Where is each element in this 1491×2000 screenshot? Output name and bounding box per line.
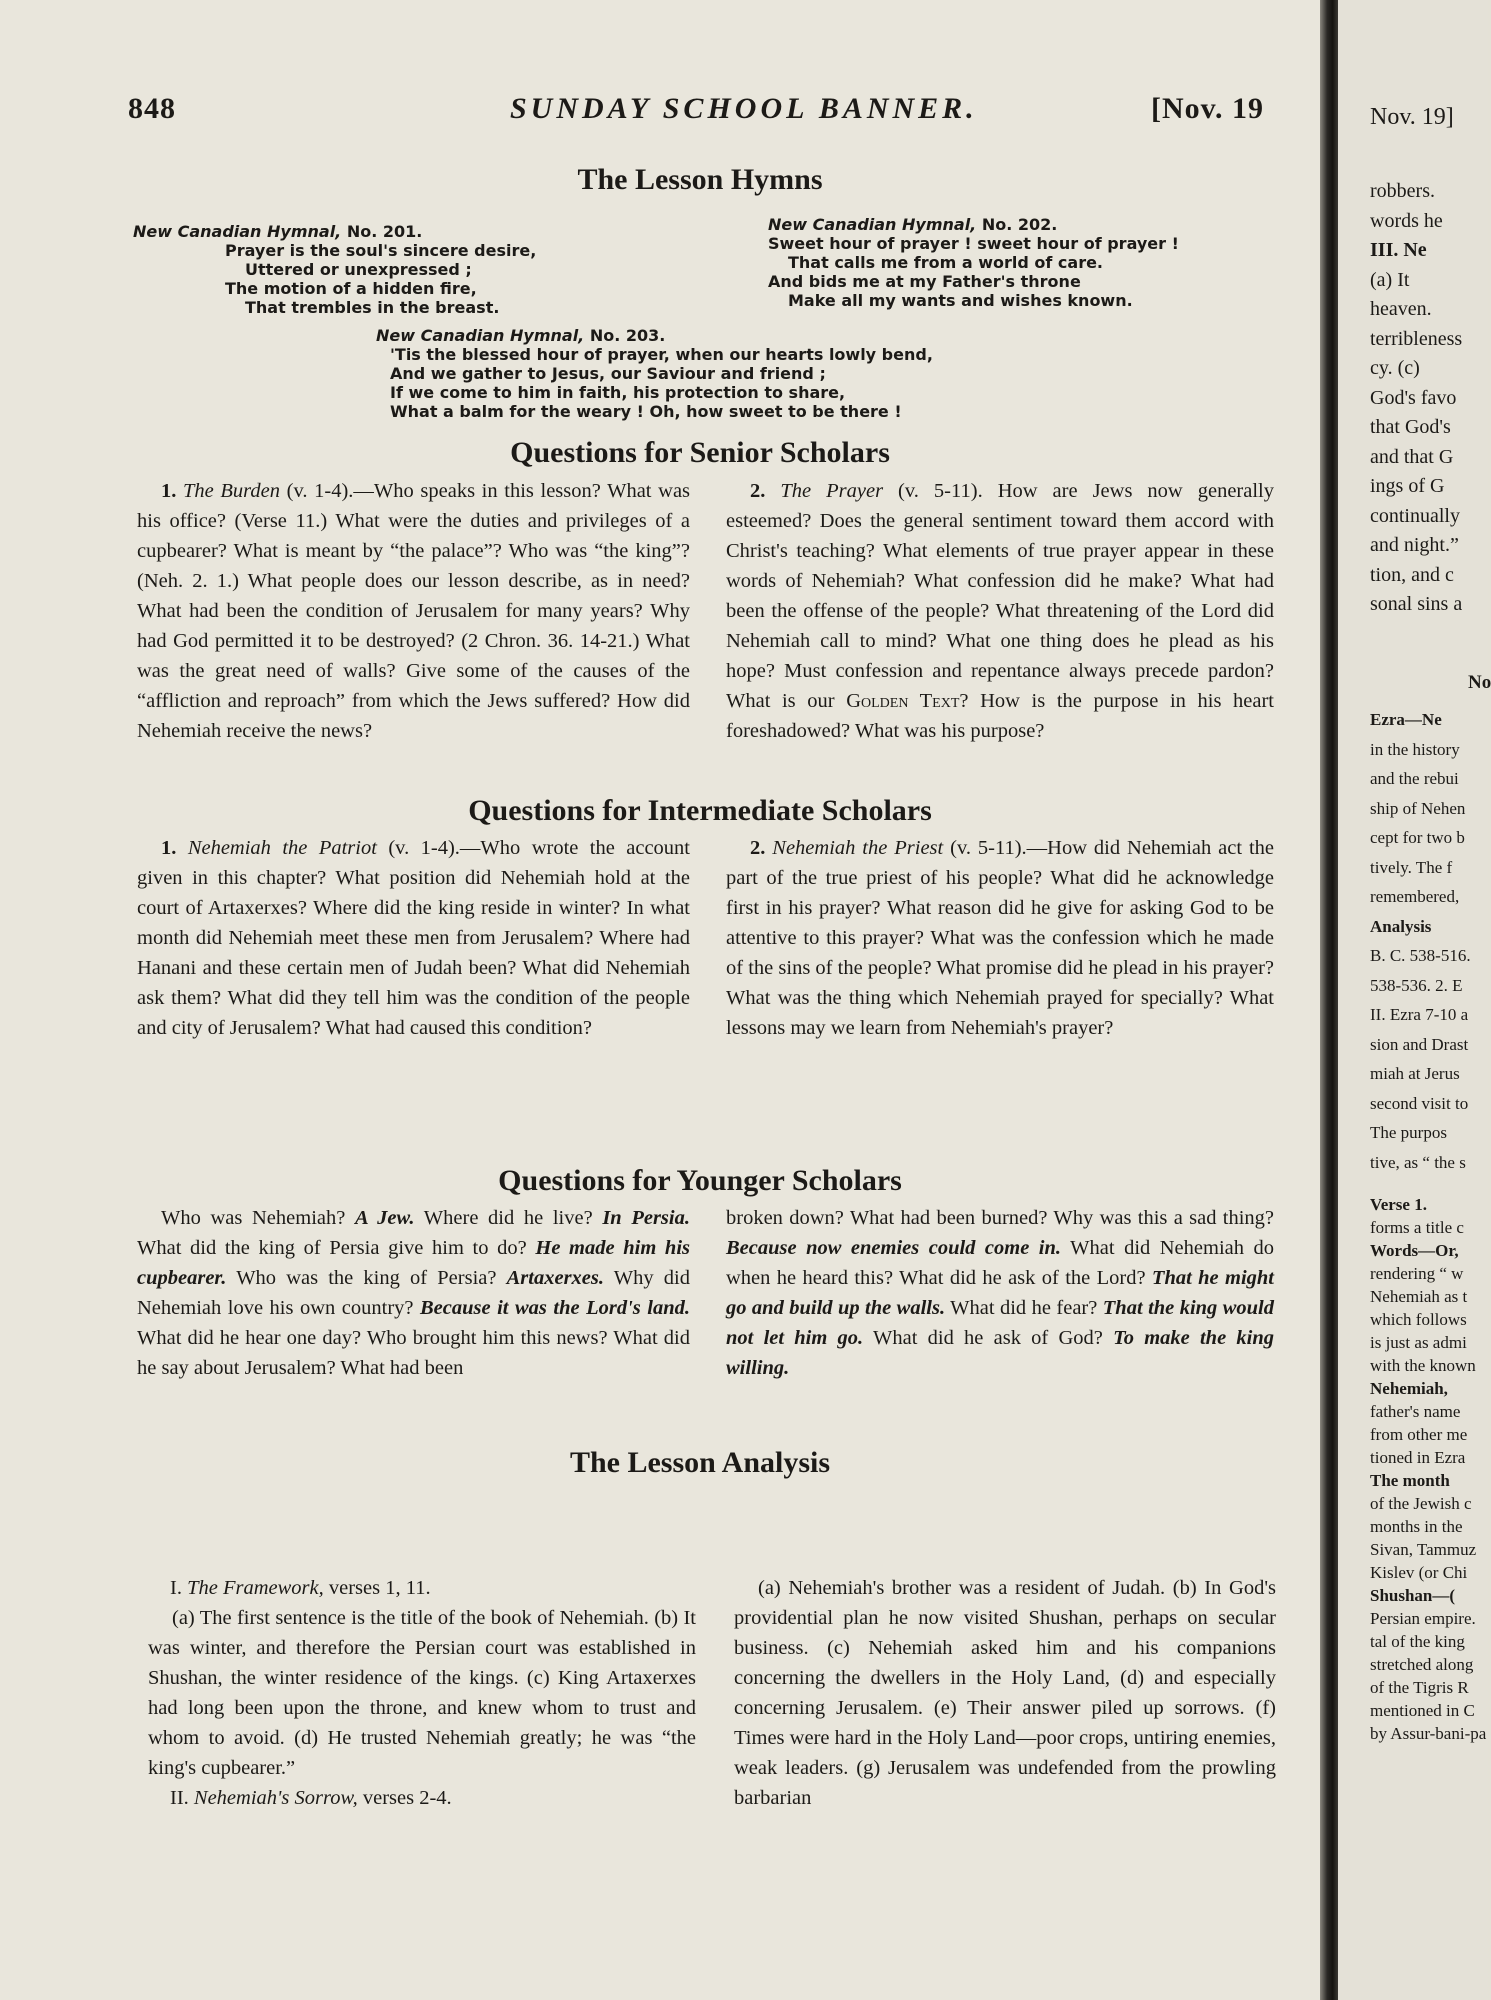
right-page-line: months in the bbox=[1370, 1517, 1463, 1536]
right-page-line: by Assur-bani-pa bbox=[1370, 1724, 1487, 1743]
right-page-line: Words—Or, bbox=[1370, 1241, 1459, 1260]
right-page-line: cept for two b bbox=[1370, 828, 1465, 847]
right-page-line: Verse 1. bbox=[1370, 1195, 1427, 1214]
younger-col-1: Who was Nehemiah? A Jew. Where did he live? In Persia. What did the king of Persia give him to do? He made him his cupbearer. Who was the king of Persia? Artaxerxes. Why did Nehemiah love his own country? Because it was the Lord's land. What did he hear one day? Who brought him this news? What did he say about Jerusalem? What had been bbox=[137, 1207, 690, 1379]
right-page-line: tive, as “ the s bbox=[1370, 1152, 1466, 1172]
right-page-line: stretched along bbox=[1370, 1655, 1474, 1674]
section-title: The Framework, bbox=[187, 1577, 324, 1599]
right-page-line: continually bbox=[1370, 504, 1460, 527]
right-page-line: III. Ne bbox=[1370, 239, 1427, 261]
hymn-line: If we come to him in faith, his protection to share, bbox=[390, 383, 846, 402]
right-page-line: rendering “ w bbox=[1370, 1264, 1464, 1283]
section-title: Nehemiah's Sorrow, bbox=[193, 1787, 358, 1809]
analysis-col-1: I. The Framework, verses 1, 11. (a) The first sentence is the title of the book of Nehemiah. (b) It was winter, and therefore the Persian court was established in Shushan, the winter residence of the kings. (c) King Artaxerxes had long been upon the throne, and knew whom to trust and whom to avoid. (d) He trusted Nehemiah greatly; he was “the king's cupbearer.” II. Nehemiah's Sorrow, verses 2-4. bbox=[148, 1577, 696, 1809]
right-page-line: ship of Nehen bbox=[1370, 798, 1466, 818]
hymn-line: Make all my wants and wishes known. bbox=[788, 291, 1133, 310]
right-page-line: from other me bbox=[1370, 1425, 1468, 1444]
right-page-line: The month bbox=[1370, 1471, 1450, 1490]
hymn-source: New Canadian Hymnal, No. 201. bbox=[133, 222, 423, 241]
page-number: 848 bbox=[128, 92, 176, 125]
right-page-line: Analysis bbox=[1370, 916, 1432, 936]
intermediate-col-1: 1. Nehemiah the Patriot (v. 1-4).—Who wrote the account given in this chapter? What position did Nehemiah hold at the court of Artaxerxes? Where did the king reside in winter? In what month did Nehemiah meet these men from Jerusalem? Where had Hanani and these certain men of Judah been? What did Nehemiah ask them? What did they tell him was the condition of the people and city of Jerusalem? What had caused this condition? bbox=[137, 837, 691, 1039]
analysis-paragraph: (a) Nehemiah's brother was a resident of Judah. (b) In God's providential plan he now visited Shushan, perhaps on secular business. (c) Nehemiah asked him and his companions concerning the dwellers in the Holy Land, (d) and especially concerning Jerusalem. (e) Their answer piled up sorrows. (f) Times were hard in the Holy Land—poor crops, untiring enemies, weak leaders. (g) Jerusalem was undefended from the prowling barbarian bbox=[734, 1577, 1276, 1809]
right-page-line: tioned in Ezra bbox=[1370, 1448, 1466, 1467]
hymn-line: And bids me at my Father's throne bbox=[768, 272, 1081, 291]
topic-label: The Burden bbox=[183, 480, 280, 502]
hymn-line: 'Tis the blessed hour of prayer, when our hearts lowly bend, bbox=[390, 345, 933, 364]
right-page-line: miah at Jerus bbox=[1370, 1064, 1460, 1083]
right-page-line: which follows bbox=[1370, 1310, 1467, 1329]
issue-date: [Nov. 19 bbox=[1151, 92, 1264, 125]
right-page-line: The purpos bbox=[1370, 1123, 1447, 1142]
right-page-line: cy. (c) bbox=[1370, 357, 1420, 379]
hymn-line: What a balm for the weary ! Oh, how sweet to be there ! bbox=[390, 402, 902, 421]
right-page-line: Sivan, Tammuz bbox=[1370, 1540, 1477, 1559]
right-subheading: No bbox=[1468, 672, 1491, 693]
younger-col-2: broken down? What had been burned? Why was this a sad thing? Because now enemies could come in. What did Nehemiah do when he heard this? What did he ask of the Lord? That he might go and build up the walls. What did he fear? That the king would not let him go. What did he ask of God? To make the king willing. bbox=[726, 1207, 1274, 1379]
right-page-line: second visit to bbox=[1370, 1093, 1469, 1113]
book-gutter bbox=[1320, 0, 1338, 2000]
intermediate-col-2: 2. Nehemiah the Priest (v. 5-11).—How did Nehemiah act the part of the true priest of his people? What did he acknowledge first in his prayer? What reason did he give for asking God to be attentive to this prayer? What was the confession which he made of the sins of the people? What promise did he plead in his prayer? What was the thing which Nehemiah prayed for specially? What lessons may we learn from Nehemiah's prayer? bbox=[726, 837, 1274, 1039]
right-page-line: God's favo bbox=[1370, 386, 1457, 409]
right-page-fragment bbox=[1338, 0, 1491, 2000]
right-page-line: sion and Drast bbox=[1370, 1034, 1469, 1054]
right-page-line: 538-536. 2. E bbox=[1370, 975, 1463, 995]
right-page-line: sonal sins a bbox=[1370, 593, 1463, 615]
hymn-source: New Canadian Hymnal, No. 202. bbox=[768, 215, 1058, 234]
hymn-203 bbox=[376, 326, 933, 421]
hymn-line: Uttered or unexpressed ; bbox=[245, 260, 472, 279]
right-page-line: tively. The f bbox=[1370, 857, 1453, 877]
right-page-line: father's name bbox=[1370, 1402, 1461, 1421]
right-page-line: with the known bbox=[1370, 1356, 1476, 1375]
right-page-line: tal of the king bbox=[1370, 1632, 1465, 1651]
senior-heading: Questions for Senior Scholars bbox=[510, 436, 890, 469]
hymns-heading: The Lesson Hymns bbox=[577, 163, 823, 196]
right-page-line: Nehemiah as t bbox=[1370, 1287, 1468, 1306]
intermediate-heading: Questions for Intermediate Scholars bbox=[468, 794, 932, 827]
topic-label: Nehemiah the Priest bbox=[772, 837, 944, 859]
right-page-line: in the history bbox=[1370, 739, 1460, 759]
hymn-201 bbox=[133, 222, 536, 317]
right-page-header: Nov. 19] bbox=[1370, 104, 1454, 130]
hymn-line: The motion of a hidden fire, bbox=[225, 279, 477, 298]
right-page-line: forms a title c bbox=[1370, 1218, 1464, 1237]
right-page-line: terribleness bbox=[1370, 327, 1463, 350]
right-page-line: (a) It bbox=[1370, 268, 1410, 291]
topic-label: Nehemiah the Patriot bbox=[187, 837, 377, 859]
right-page-line: Shushan—( bbox=[1370, 1586, 1456, 1605]
right-page-line: of the Jewish c bbox=[1370, 1494, 1472, 1513]
hymn-202 bbox=[768, 215, 1179, 310]
analysis-col-2 bbox=[734, 1573, 1276, 1813]
senior-col-2: 2. The Prayer (v. 5-11). How are Jews now generally esteemed? Does the general sentiment toward them accord with Christ's teaching? What elements of true prayer appear in these words of Nehemiah? What confession did he make? What had been the offense of the people? What threatening of the Lord did Nehemiah call to mind? What one thing does he plead as his hope? Must confession and repentance always precede pardon? What is our Golden Text? How is the purpose in his heart foreshadowed? What was his purpose? bbox=[726, 480, 1274, 742]
hymn-line: That calls me from a world of care. bbox=[788, 253, 1104, 272]
right-page-line: Kislev (or Chi bbox=[1370, 1563, 1468, 1582]
hymn-line: Sweet hour of prayer ! sweet hour of prayer ! bbox=[768, 234, 1179, 253]
right-page-line: mentioned in C bbox=[1370, 1701, 1475, 1720]
senior-col-1: 1. The Burden (v. 1-4).—Who speaks in this lesson? What was his office? (Verse 11.) What were the duties and privileges of a cupbearer? What is meant by “the palace”? Who was “the king”? (Neh. 2. 1.) What people does our lesson describe, as in need? What had been the condition of Jerusalem for many years? Why had God permitted it to be destroyed? (2 Chron. 36. 14-21.) What was the great need of walls? Give some of the causes of the “affliction and reproach” from which the Jews suffered? How did Nehemiah receive the news? bbox=[137, 480, 691, 742]
right-page-line: ings of G bbox=[1370, 475, 1445, 497]
hymn-source: New Canadian Hymnal, No. 203. bbox=[376, 326, 666, 345]
right-page-line: of the Tigris R bbox=[1370, 1678, 1469, 1697]
right-page-line: and that G bbox=[1370, 445, 1454, 468]
right-page-line: II. Ezra 7-10 a bbox=[1370, 1005, 1469, 1024]
right-page-line: Nehemiah, bbox=[1370, 1379, 1448, 1398]
right-page-line: Persian empire. bbox=[1370, 1609, 1476, 1628]
right-page-line: words he bbox=[1370, 209, 1443, 232]
hymn-line: Prayer is the soul's sincere desire, bbox=[225, 241, 537, 260]
analysis-heading: The Lesson Analysis bbox=[569, 1446, 831, 1479]
right-page-line: and night.” bbox=[1370, 534, 1459, 556]
younger-heading: Questions for Younger Scholars bbox=[498, 1164, 902, 1197]
right-page-line: robbers. bbox=[1370, 180, 1435, 202]
right-page-line: B. C. 538-516. bbox=[1370, 946, 1471, 965]
topic-label: The Prayer bbox=[780, 480, 884, 502]
right-page-line: that God's bbox=[1370, 416, 1451, 438]
right-page-line: and the rebui bbox=[1370, 769, 1459, 788]
hymn-line: And we gather to Jesus, our Saviour and friend ; bbox=[390, 364, 826, 383]
running-header bbox=[100, 92, 1280, 132]
right-page-line: Ezra—Ne bbox=[1370, 710, 1442, 729]
analysis-paragraph: (a) The first sentence is the title of the book of Nehemiah. (b) It was winter, and therefore the Persian court was established in Shushan, the winter residence of the kings. (c) King Artaxerxes had long been upon the throne, and knew whom to trust and whom to avoid. (d) He trusted Nehemiah greatly; he was “the king's cupbearer.” bbox=[148, 1607, 696, 1779]
hymn-line: That trembles in the breast. bbox=[245, 298, 500, 317]
journal-title: SUNDAY SCHOOL BANNER. bbox=[510, 92, 978, 125]
right-page-line: is just as admi bbox=[1370, 1333, 1467, 1352]
right-page-line: heaven. bbox=[1370, 298, 1432, 320]
right-page-line: remembered, bbox=[1370, 887, 1460, 906]
right-page-line: tion, and c bbox=[1370, 563, 1454, 586]
